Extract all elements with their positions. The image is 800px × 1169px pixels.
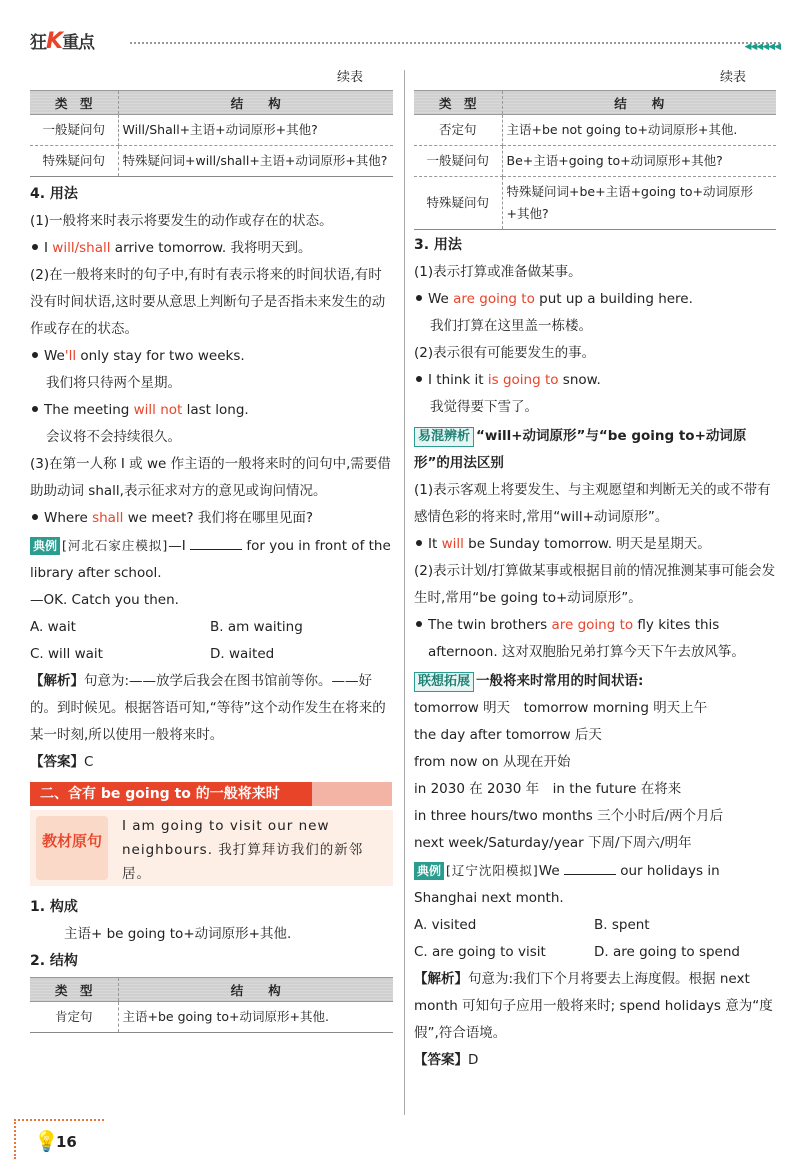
structure-table-going-to <box>30 977 393 1033</box>
example-tag: 典例 <box>414 862 444 880</box>
col-header-structure: 结 构 <box>118 91 393 115</box>
col-header-type: 类 型 <box>414 91 502 115</box>
association-tag: 联想拓展 <box>414 672 474 692</box>
option-d: D. waited <box>210 646 275 662</box>
confusion-point-1: (1)表示客观上将要发生、与主观愿望和判断无关的或不带有感情色彩的将来时,常用“will+动词原形”。 <box>414 482 771 525</box>
header-divider <box>130 42 780 44</box>
section-banner: 二、含有 be going to 的一般将来时 <box>30 782 393 806</box>
time-phrase: next week/Saturday/year 下周/下周六/明年 <box>414 835 692 851</box>
table-row: 肯定句 主语+be going to+动词原形+其他. <box>30 1002 393 1033</box>
usage-3: (3)在第一人称 I 或 we 作主语的一般将来时的问句中,需要借助助动词 shall,表示征求对方的意见或询问情况。 <box>30 456 391 499</box>
section-title: 2. 结构 <box>30 953 78 969</box>
usage-2: (2)表示很有可能要发生的事。 <box>414 345 596 361</box>
example-translation: 我们打算在这里盖一栋楼。 <box>430 318 592 334</box>
continued-label: 续表 <box>719 70 746 85</box>
textbook-sentence-label: 教材原句 <box>36 816 108 880</box>
answer: 【答案】C <box>30 754 94 770</box>
example-reply: —OK. Catch you then. <box>30 592 179 608</box>
option-a: A. wait <box>30 619 76 635</box>
example-sentence: We are going to put up a building here. <box>414 286 776 313</box>
brand-logo: 狂K重点 <box>30 29 95 54</box>
right-column <box>414 66 776 1074</box>
answer-blank <box>190 536 242 550</box>
example-translation: 我们将只待两个星期。 <box>46 375 181 391</box>
table-row: 一般疑问句 Will/Shall+主语+动词原形+其他? <box>30 115 393 146</box>
example-translation: 我觉得要下雪了。 <box>430 399 538 415</box>
col-header-structure: 结 构 <box>502 91 776 115</box>
col-header-structure: 结 构 <box>118 978 393 1002</box>
time-phrase: from now on 从现在开始 <box>414 754 571 770</box>
continued-label: 续表 <box>336 70 363 85</box>
example-translation: 会议将不会持续很久。 <box>46 429 181 445</box>
section-title: 1. 构成 <box>30 899 78 915</box>
section-title: 3. 用法 <box>414 237 462 253</box>
time-phrase: in three hours/two months 三个小时后/两个月后 <box>414 808 724 824</box>
option-d: D. are going to spend <box>594 944 740 960</box>
usage-1: (1)表示打算或准备做某事。 <box>414 264 582 280</box>
page-number: 16 <box>56 1133 77 1151</box>
column-divider <box>404 70 405 1115</box>
table-row: 一般疑问句 Be+主语+going to+动词原形+其他? <box>414 146 776 177</box>
option-b: B. spent <box>594 917 650 933</box>
section-title: 4. 用法 <box>30 186 78 202</box>
confusion-tag: 易混辨析 <box>414 427 474 447</box>
example-question: 典例 [辽宁沈阳模拟]We our holidays in Shanghai next month. <box>414 863 720 906</box>
example-sentence: We'll only stay for two weeks. <box>30 343 393 370</box>
left-column <box>30 66 393 1033</box>
textbook-sentence: I am going to visit our new neighbours. 我打算拜访我们的新邻居。 <box>122 818 364 882</box>
table-row: 特殊疑问句 特殊疑问词+be+主语+going to+动词原形+其他? <box>414 177 776 230</box>
textbook-sentence-box <box>30 810 393 886</box>
time-phrase: tomorrow 明天 tomorrow morning 明天上午 <box>414 700 708 716</box>
page-footer <box>14 1119 104 1159</box>
example-tag: 典例 <box>30 537 60 555</box>
example-sentence: I will/shall arrive tomorrow. 我将明天到。 <box>30 235 393 262</box>
example-sentence: I think it is going to snow. <box>414 367 776 394</box>
table-row: 特殊疑问句 特殊疑问词+will/shall+主语+动词原形+其他? <box>30 146 393 177</box>
answer-options <box>30 614 393 668</box>
col-header-type: 类 型 <box>30 978 118 1002</box>
usage-1: (1)一般将来时表示将要发生的动作或存在的状态。 <box>30 213 333 229</box>
confusion-point-2: (2)表示计划/打算做某事或根据目前的情况推测某事可能会发生时,常用“be going to+动词原形”。 <box>414 563 776 606</box>
lightbulb-icon: 💡 <box>34 1129 59 1153</box>
option-c: C. will wait <box>30 646 103 662</box>
page-header <box>10 28 790 56</box>
answer: 【答案】D <box>414 1052 479 1068</box>
association-heading: 联想拓展 一般将来时常用的时间状语: <box>414 668 776 695</box>
structure-table-will <box>30 90 393 177</box>
arrows-decoration: ◀◀◀◀◀◀ <box>744 42 780 52</box>
option-c: C. are going to visit <box>414 944 546 960</box>
col-header-type: 类 型 <box>30 91 118 115</box>
time-phrase: the day after tomorrow 后天 <box>414 727 602 743</box>
analysis: 【解析】句意为:——放学后我会在图书馆前等你。——好的。到时候见。根据答语可知,“等待”这个动作发生在将来的某一时刻,所以使用一般将来时。 <box>30 673 386 743</box>
example-sentence: Where shall we meet? 我们将在哪里见面? <box>30 505 393 532</box>
usage-2: (2)在一般将来时的句子中,有时有表示将来的时间状语,有时没有时间状语,这时要从意思上判断句子是否指未来发生的动作或存在的状态。 <box>30 267 386 337</box>
option-a: A. visited <box>414 917 477 933</box>
example-sentence: The meeting will not last long. <box>30 397 393 424</box>
answer-blank <box>564 861 616 875</box>
formation-text: 主语+ be going to+动词原形+其他. <box>64 926 292 942</box>
example-sentence: It will be Sunday tomorrow. 明天是星期天。 <box>414 531 776 558</box>
answer-options <box>414 912 776 966</box>
example-sentence: The twin brothers are going to fly kites this afternoon. 这对双胞胎兄弟打算今天下午去放风筝。 <box>414 612 776 666</box>
time-phrase: in 2030 在 2030 年 in the future 在将来 <box>414 781 682 797</box>
table-row: 否定句 主语+be not going to+动词原形+其他. <box>414 115 776 146</box>
analysis: 【解析】句意为:我们下个月将要去上海度假。根据 next month 可知句子应用一般将来时; spend holidays 意为“度假”,符合语境。 <box>414 971 773 1041</box>
example-question: 典例 [河北石家庄模拟]—I for you in front of the library after school. <box>30 538 391 581</box>
structure-table-going-to-cont <box>414 90 776 230</box>
option-b: B. am waiting <box>210 619 303 635</box>
confusion-heading: 易混辨析 “will+动词原形”与“be going to+动词原形”的用法区别 <box>414 428 747 471</box>
